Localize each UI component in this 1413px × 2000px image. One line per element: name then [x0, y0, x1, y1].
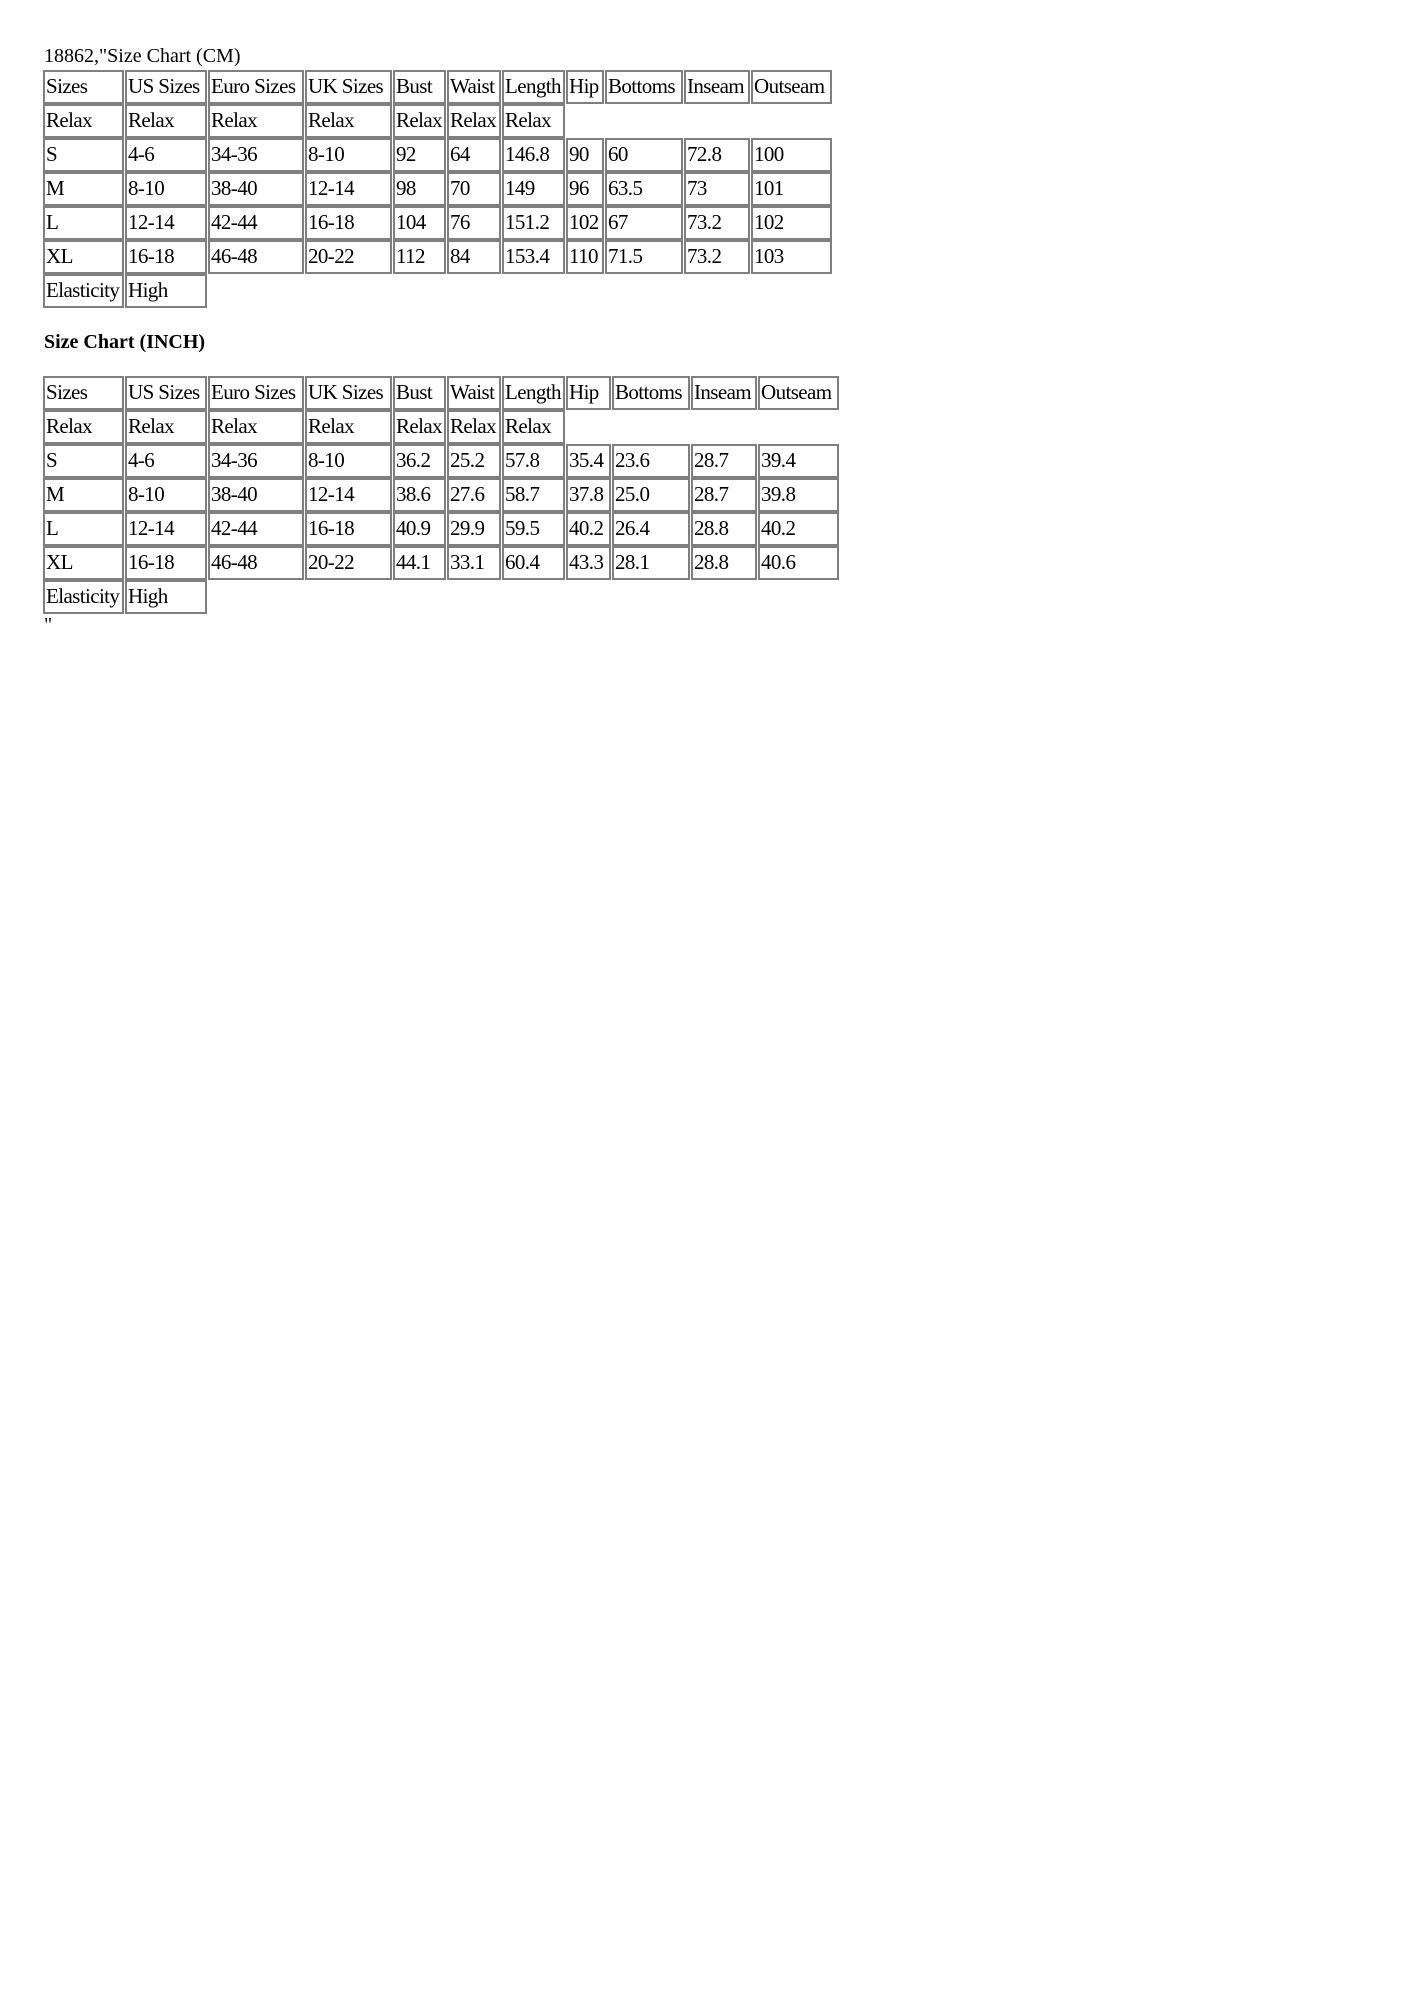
table-cell: 12-14	[305, 172, 392, 206]
table-cell: 12-14	[305, 478, 392, 512]
relax-row	[43, 410, 840, 444]
column-header: Length	[502, 376, 565, 410]
column-header: UK Sizes	[305, 70, 392, 104]
table-cell: L	[43, 206, 124, 240]
relax-cell: Relax	[43, 104, 124, 138]
table-cell: 8-10	[125, 478, 207, 512]
table-cell: 16-18	[305, 206, 392, 240]
table-cell: 102	[566, 206, 604, 240]
table-cell: 4-6	[125, 444, 207, 478]
table-cell: 70	[447, 172, 501, 206]
table-cell: XL	[43, 546, 124, 580]
column-header: Hip	[566, 376, 611, 410]
table-cell: 33.1	[447, 546, 501, 580]
table-row	[43, 512, 840, 546]
table-row	[43, 172, 840, 206]
table-cell: 44.1	[393, 546, 446, 580]
column-header: Waist	[447, 376, 501, 410]
table-cell: 16-18	[125, 546, 207, 580]
table-cell: 40.2	[758, 512, 839, 546]
table-cell: 42-44	[208, 206, 304, 240]
table-header-row	[43, 376, 840, 410]
relax-cell: Relax	[125, 104, 207, 138]
table-cell: 38-40	[208, 172, 304, 206]
table-cell: 98	[393, 172, 446, 206]
table-cell: 72.8	[684, 138, 750, 172]
table-cell: 35.4	[566, 444, 611, 478]
relax-cell: Relax	[447, 410, 501, 444]
table-cell: 26.4	[612, 512, 690, 546]
table-cell: 73.2	[684, 206, 750, 240]
table-cell: 92	[393, 138, 446, 172]
table-cell: 153.4	[502, 240, 565, 274]
table-cell: 34-36	[208, 138, 304, 172]
table-row	[43, 546, 840, 580]
table-cell: 38-40	[208, 478, 304, 512]
column-header: Euro Sizes	[208, 70, 304, 104]
table-cell: 110	[566, 240, 604, 274]
table-cell: 8-10	[305, 444, 392, 478]
table-cell: 67	[605, 206, 683, 240]
elasticity-cell: Elasticity	[43, 274, 124, 308]
column-header: Sizes	[43, 70, 124, 104]
table-cell: 25.2	[447, 444, 501, 478]
table-cell: S	[43, 444, 124, 478]
table-cell: M	[43, 478, 124, 512]
relax-cell: Relax	[305, 410, 392, 444]
relax-cell: Relax	[447, 104, 501, 138]
column-header: Outseam	[751, 70, 832, 104]
table-cell: S	[43, 138, 124, 172]
table-cell: 38.6	[393, 478, 446, 512]
table-cell: 40.6	[758, 546, 839, 580]
table-cell: 16-18	[305, 512, 392, 546]
inch-size-table	[43, 376, 840, 614]
relax-cell: Relax	[393, 104, 446, 138]
document-page	[43, 44, 840, 636]
column-header: Outseam	[758, 376, 839, 410]
elasticity-cell: High	[125, 274, 207, 308]
relax-cell: Relax	[208, 104, 304, 138]
table-cell: 100	[751, 138, 832, 172]
table-cell: 39.4	[758, 444, 839, 478]
table-row	[43, 206, 840, 240]
table-cell: 63.5	[605, 172, 683, 206]
table-cell: 57.8	[502, 444, 565, 478]
column-header: Bust	[393, 376, 446, 410]
column-header: US Sizes	[125, 376, 207, 410]
table-cell: 28.1	[612, 546, 690, 580]
table-cell: 84	[447, 240, 501, 274]
table-cell: 28.8	[691, 546, 757, 580]
relax-cell: Relax	[502, 410, 565, 444]
table-row	[43, 478, 840, 512]
table-cell: 73.2	[684, 240, 750, 274]
table-cell: 23.6	[612, 444, 690, 478]
column-header: UK Sizes	[305, 376, 392, 410]
table-cell: 151.2	[502, 206, 565, 240]
relax-cell: Relax	[43, 410, 124, 444]
table-cell: 146.8	[502, 138, 565, 172]
table-row	[43, 444, 840, 478]
column-header: Hip	[566, 70, 604, 104]
table-cell: 8-10	[305, 138, 392, 172]
table-cell: 76	[447, 206, 501, 240]
table-cell: 12-14	[125, 512, 207, 546]
table-cell: 37.8	[566, 478, 611, 512]
table-cell: 12-14	[125, 206, 207, 240]
table-cell: 20-22	[305, 240, 392, 274]
relax-row	[43, 104, 840, 138]
column-header: Bust	[393, 70, 446, 104]
table-cell: 73	[684, 172, 750, 206]
table-cell: 8-10	[125, 172, 207, 206]
table-cell: 36.2	[393, 444, 446, 478]
table-cell: 25.0	[612, 478, 690, 512]
table-cell: 40.9	[393, 512, 446, 546]
table-cell: 40.2	[566, 512, 611, 546]
table-cell: 28.7	[691, 444, 757, 478]
relax-cell: Relax	[305, 104, 392, 138]
relax-cell: Relax	[502, 104, 565, 138]
table-cell: 96	[566, 172, 604, 206]
column-header: Sizes	[43, 376, 124, 410]
elasticity-cell: High	[125, 580, 207, 614]
inch-chart-title: Size Chart (INCH)	[44, 331, 206, 353]
table-cell: 60	[605, 138, 683, 172]
table-cell: 71.5	[605, 240, 683, 274]
cm-chart-title: 18862,"Size Chart (CM)	[44, 45, 241, 67]
column-header: Euro Sizes	[208, 376, 304, 410]
column-header: US Sizes	[125, 70, 207, 104]
table-cell: 149	[502, 172, 565, 206]
table-cell: 28.8	[691, 512, 757, 546]
table-cell: XL	[43, 240, 124, 274]
table-cell: 4-6	[125, 138, 207, 172]
table-cell: 90	[566, 138, 604, 172]
table-cell: 42-44	[208, 512, 304, 546]
table-cell: 103	[751, 240, 832, 274]
table-cell: 64	[447, 138, 501, 172]
table-cell: 46-48	[208, 240, 304, 274]
table-cell: 39.8	[758, 478, 839, 512]
cm-size-table	[43, 70, 840, 308]
relax-cell: Relax	[393, 410, 446, 444]
table-cell: 34-36	[208, 444, 304, 478]
table-cell: 58.7	[502, 478, 565, 512]
table-header-row	[43, 70, 840, 104]
table-cell: 20-22	[305, 546, 392, 580]
table-cell: 104	[393, 206, 446, 240]
closing-quote: "	[44, 614, 53, 636]
table-cell: 29.9	[447, 512, 501, 546]
table-row	[43, 138, 840, 172]
elasticity-row	[43, 274, 840, 308]
table-cell: L	[43, 512, 124, 546]
column-header: Bottoms	[605, 70, 683, 104]
elasticity-cell: Elasticity	[43, 580, 124, 614]
table-cell: 102	[751, 206, 832, 240]
table-cell: 43.3	[566, 546, 611, 580]
table-cell: 60.4	[502, 546, 565, 580]
table-cell: M	[43, 172, 124, 206]
column-header: Inseam	[684, 70, 750, 104]
column-header: Waist	[447, 70, 501, 104]
table-cell: 59.5	[502, 512, 565, 546]
table-cell: 27.6	[447, 478, 501, 512]
table-cell: 28.7	[691, 478, 757, 512]
table-row	[43, 240, 840, 274]
column-header: Length	[502, 70, 565, 104]
column-header: Inseam	[691, 376, 757, 410]
table-cell: 16-18	[125, 240, 207, 274]
relax-cell: Relax	[208, 410, 304, 444]
column-header: Bottoms	[612, 376, 690, 410]
table-cell: 101	[751, 172, 832, 206]
elasticity-row	[43, 580, 840, 614]
relax-cell: Relax	[125, 410, 207, 444]
table-cell: 112	[393, 240, 446, 274]
table-cell: 46-48	[208, 546, 304, 580]
